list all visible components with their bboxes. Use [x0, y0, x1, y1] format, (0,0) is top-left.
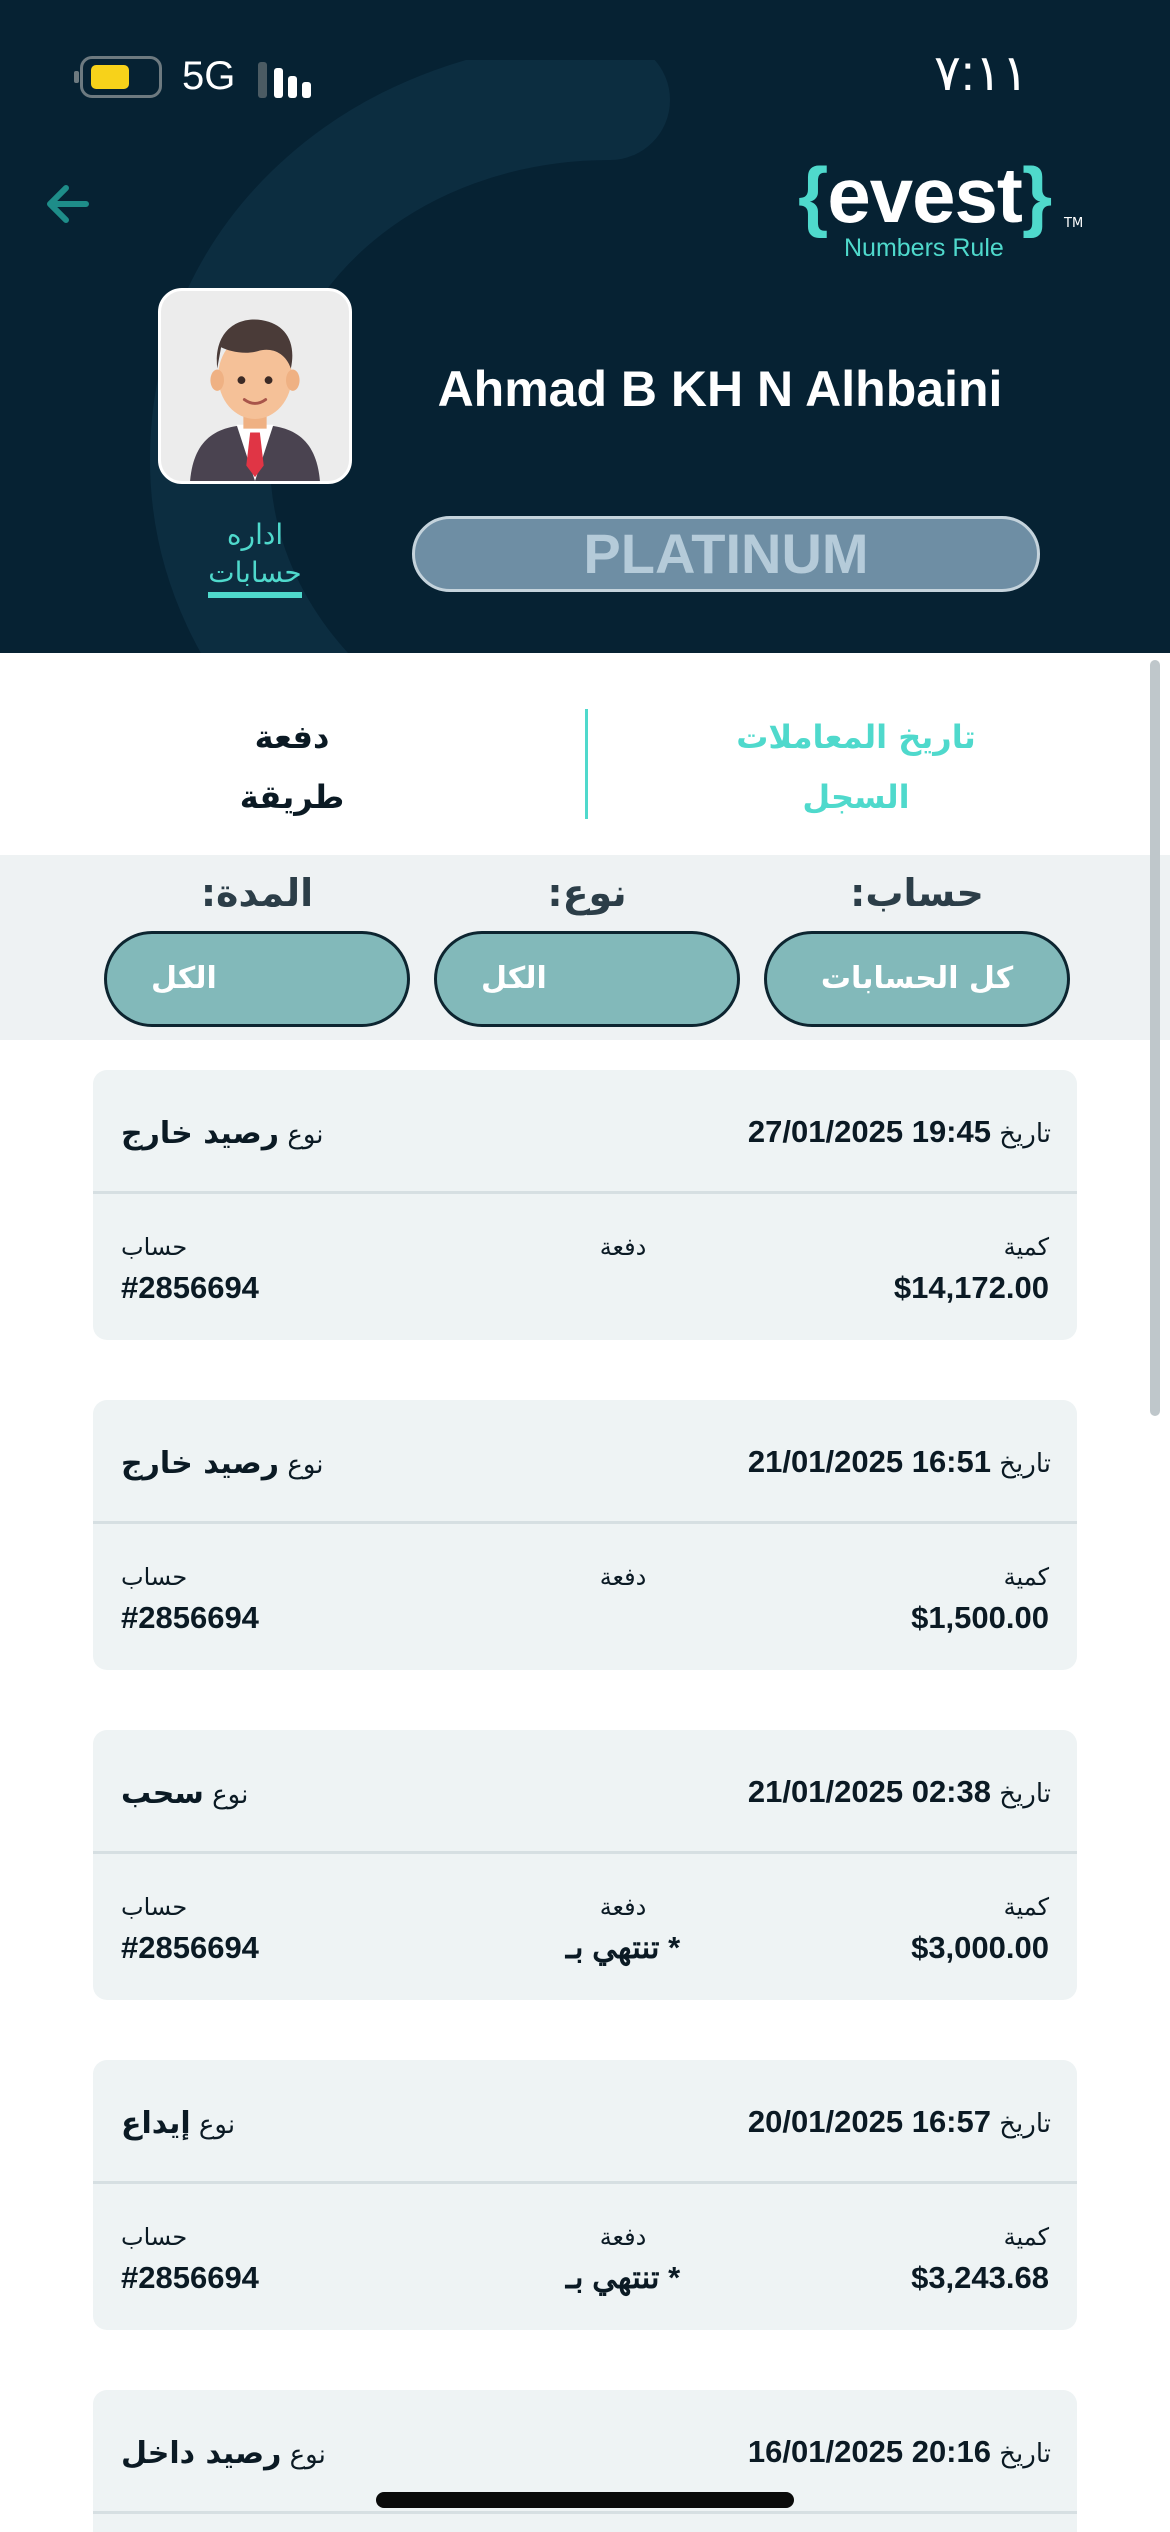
manage-line1: اداره [226, 518, 284, 551]
manage-accounts-link[interactable] [190, 516, 320, 598]
amount-label: كمية [1003, 1233, 1049, 1261]
date-field [748, 2434, 1051, 2470]
filter-bar [0, 855, 1170, 1040]
tier-badge: PLATINUM [412, 516, 1040, 592]
payment-label: دفعة [599, 1563, 647, 1591]
scrollbar[interactable] [1150, 660, 1160, 1416]
section-tabs [0, 653, 1170, 855]
type-label: نوع [198, 2110, 236, 2140]
account-label: حساب [121, 1563, 188, 1591]
tab-payment-line2: طريقة [239, 778, 345, 816]
date-field [748, 1114, 1051, 1150]
type-label: نوع [287, 1450, 324, 1480]
account-value: #2856694 [121, 1600, 259, 1635]
period-filter-label: :المدة [200, 871, 314, 915]
amount-label: كمية [1003, 1893, 1049, 1921]
amount-label: كمية [1003, 2223, 1049, 2251]
date-value: 20:16 16/01/2025 [747, 2434, 991, 2469]
date-label: تاريخ [999, 2439, 1051, 2469]
date-value: 02:38 21/01/2025 [747, 1774, 991, 1809]
back-arrow-icon[interactable] [40, 176, 96, 232]
tab-divider [585, 709, 588, 819]
type-filter-button[interactable]: الكل [434, 931, 740, 1027]
account-filter-label: :حساب [850, 871, 984, 915]
date-label: تاريخ [999, 1779, 1051, 1809]
date-label: تاريخ [999, 2109, 1051, 2139]
type-label: نوع [287, 1120, 324, 1150]
type-label: نوع [212, 1780, 249, 1810]
battery-icon [80, 56, 162, 98]
amount-value: $14,172.00 [893, 1270, 1049, 1305]
logo-tm: TM [1064, 216, 1084, 231]
status-time: ٧:١١ [934, 45, 1029, 101]
type-filter-label: :نوع [547, 871, 627, 915]
transaction-list[interactable] [0, 1040, 1170, 2532]
transaction-card[interactable] [93, 2390, 1077, 2532]
account-value: #2856694 [121, 1270, 259, 1305]
date-value: 16:57 20/01/2025 [747, 2104, 991, 2139]
payment-label: دفعة [599, 1233, 647, 1261]
avatar[interactable] [158, 288, 352, 484]
payment-label: دفعة [599, 2223, 647, 2251]
date-value: 19:45 27/01/2025 [747, 1114, 991, 1149]
tab-payment-line1: دفعة [254, 718, 330, 756]
period-filter-button[interactable]: الكل [104, 931, 410, 1027]
evest-logo: {evest} TM Numbers Rule [798, 151, 1084, 262]
tab-history-line2: السجل [802, 778, 910, 816]
transaction-card[interactable] [93, 1400, 1077, 1670]
type-value: رصيد خارج [121, 1446, 280, 1481]
user-name: Ahmad B KH N Alhbaini [437, 361, 1003, 417]
type-value: رصيد داخل [121, 2436, 282, 2471]
transaction-card[interactable] [93, 2060, 1077, 2330]
account-filter-button[interactable]: كل الحسابات [764, 931, 1070, 1027]
date-field [748, 1444, 1051, 1480]
payment-value: * تنتهي بـ [565, 1930, 681, 1965]
signal-icon [258, 62, 318, 98]
logo-text: evest [827, 151, 1022, 239]
type-label: نوع [289, 2440, 326, 2470]
date-field [748, 2104, 1051, 2140]
logo-tagline: Numbers Rule [844, 234, 1004, 262]
network-type: 5G [182, 54, 236, 98]
account-label: حساب [121, 1893, 188, 1921]
avatar-man-icon [161, 291, 349, 481]
payment-label: دفعة [599, 1893, 647, 1921]
type-field [121, 1116, 324, 1151]
date-field [748, 1774, 1051, 1810]
type-value: رصيد خارج [121, 1116, 280, 1151]
amount-label: كمية [1003, 1563, 1049, 1591]
account-value: #2856694 [121, 1930, 259, 1965]
account-label: حساب [121, 2223, 188, 2251]
type-field [121, 2436, 326, 2471]
tab-transaction-history[interactable] [726, 707, 986, 827]
amount-value: $3,000.00 [911, 1930, 1049, 1965]
tab-payment-method[interactable] [192, 707, 392, 827]
type-field [121, 2106, 235, 2141]
profile-header [0, 0, 1170, 653]
amount-value: $1,500.00 [911, 1600, 1049, 1635]
type-field [121, 1776, 248, 1811]
account-label: حساب [121, 1233, 188, 1261]
transaction-card[interactable] [93, 1070, 1077, 1340]
type-field [121, 1446, 324, 1481]
manage-line2: حسابات [208, 554, 302, 598]
payment-value: * تنتهي بـ [565, 2260, 681, 2295]
tab-history-line1: تاريخ المعاملات [736, 718, 976, 756]
date-label: تاريخ [999, 1119, 1051, 1149]
date-label: تاريخ [999, 1449, 1051, 1479]
type-value: إيداع [121, 2106, 191, 2141]
date-value: 16:51 21/01/2025 [747, 1444, 991, 1479]
transaction-card[interactable] [93, 1730, 1077, 2000]
type-value: سحب [121, 1776, 204, 1811]
amount-value: $3,243.68 [911, 2260, 1049, 2295]
account-value: #2856694 [121, 2260, 259, 2295]
home-indicator[interactable] [376, 2492, 794, 2508]
status-bar [0, 0, 1170, 150]
